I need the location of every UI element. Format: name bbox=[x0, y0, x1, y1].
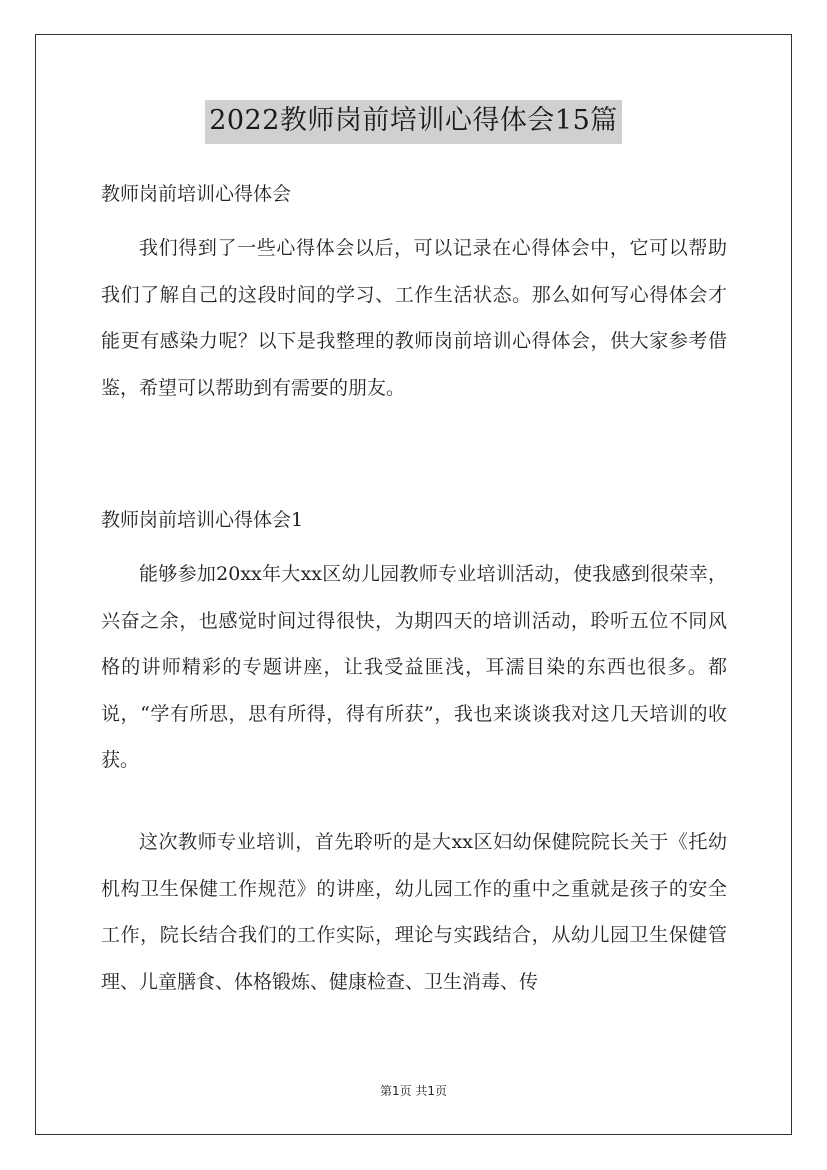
section1-heading: 教师岗前培训心得体会1 bbox=[101, 509, 304, 531]
intro-heading: 教师岗前培训心得体会 bbox=[101, 183, 292, 205]
page-footer: 第1页 共1页 bbox=[379, 1084, 448, 1098]
section1-paragraph-1: 能够参加20xx年大xx区幼儿园教师专业培训活动，使我感到很荣幸，兴奋之余，也感觉时间过得很快，为期四天的培训活动，聆听五位不同风格的讲师精彩的专题讲座，让我受益匪浅，耳濡目染的东西也很多。都说，“学有所思，思有所得，得有所获”，我也来谈谈我对这几天培训的收获。 bbox=[101, 563, 727, 771]
intro-paragraph: 我们得到了一些心得体会以后，可以记录在心得体会中，它可以帮助我们了解自己的这段时间的学习、工作生活状态。那么如何写心得体会才能更有感染力呢？以下是我整理的教师岗前培训心得体会，供大家参考借鉴，希望可以帮助到有需要的朋友。 bbox=[101, 237, 727, 399]
title-container bbox=[0, 100, 827, 144]
document-title: 2022教师岗前培训心得体会15篇 bbox=[205, 100, 622, 144]
section1-paragraph-2: 这次教师专业培训，首先聆听的是大xx区妇幼保健院院长关于《托幼机构卫生保健工作规范》的讲座，幼儿园工作的重中之重就是孩子的安全工作，院长结合我们的工作实际，理论与实践结合，从幼儿园卫生保健管理、儿童膳食、体格锻炼、健康检查、卫生消毒、传 bbox=[101, 831, 727, 993]
